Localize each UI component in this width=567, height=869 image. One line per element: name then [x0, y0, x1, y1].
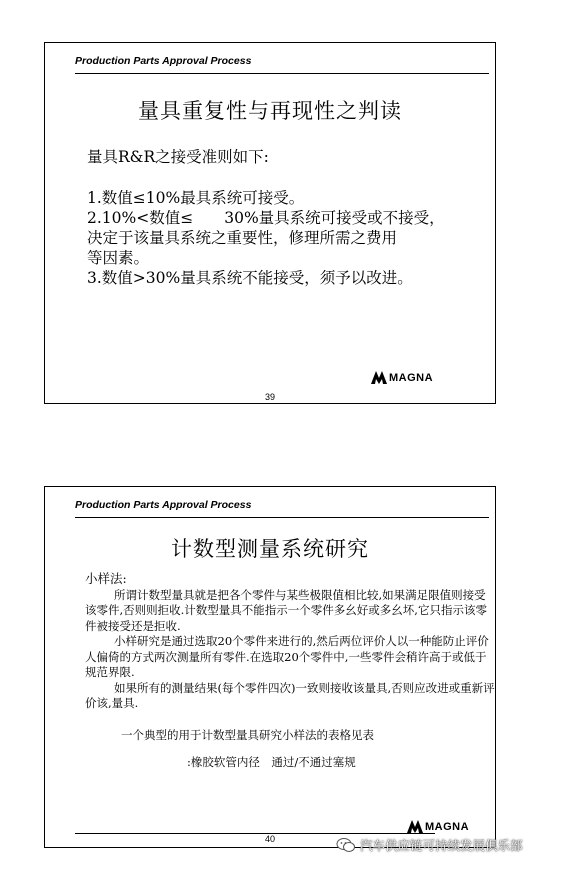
body-paragraph: 小样研究是通过选取20个零件来进行的,然后两位评价人以一种能防止评价人偏倚的方式两次测量所有零件.在选取20个零件中,一些零件会稍许高于或低于规范界限. [85, 634, 489, 679]
slide-body [85, 571, 495, 771]
criteria-line: 1.数值≤10%最具系统可接受。 [87, 189, 305, 207]
magna-logo-text: MAGNA [425, 820, 470, 833]
slide-39 [44, 42, 496, 404]
body-paragraph: 所谓计数型量具就是把各个零件与某些极限值相比较,如果满足限值则接受该零件,否则则拒收.计数型量具不能指示一个零件多幺好或多幺坏,它只指示该零件被接受还是拒收. [85, 587, 487, 633]
wechat-icon [336, 837, 356, 853]
page-number: 40 [264, 834, 275, 844]
method-heading: 小样法: [85, 571, 127, 586]
magna-logo-text: MAGNA [389, 371, 434, 384]
watermark-text: 汽车供应链可持续发展俱乐部 [360, 838, 523, 853]
slide-title: 量具重复性与再现性之判读 [138, 99, 402, 123]
magna-logo [407, 820, 469, 833]
table-caption: :橡胶软管内径 通过/不通过塞规 [187, 755, 356, 769]
criteria-line: 决定于该量具系统之重要性，修理所需之费用 [87, 229, 398, 247]
magna-logo-icon [371, 371, 387, 384]
slide-40 [44, 486, 496, 848]
criteria-line: 3.数值>30%量具系统不能接受，须予以改进。 [87, 269, 413, 287]
header-divider [75, 517, 489, 518]
criteria-line: 等因素。 [87, 249, 150, 267]
header-divider [75, 73, 489, 74]
body-paragraph: 如果所有的测量结果(每个零件四次)一致则接收该量具,否则应改进或重新评价该,量具. [85, 680, 495, 710]
page-number: 39 [264, 392, 275, 402]
slide-title: 计数型测量系统研究 [171, 537, 369, 561]
magna-logo-icon [407, 820, 423, 833]
table-intro: 一个典型的用于计数型量具研究小样法的表格见表 [121, 727, 374, 742]
criteria-line: 2.10%<数值≤ 30%量具系统可接受或不接受， [87, 209, 445, 227]
criteria-heading: 量具R&R之接受准则如下: [87, 148, 269, 166]
slide-header: Production Parts Approval Process [75, 499, 252, 511]
magna-logo [371, 371, 433, 384]
wechat-watermark [336, 836, 523, 854]
slide-body [87, 147, 487, 288]
slide-header: Production Parts Approval Process [75, 55, 252, 67]
